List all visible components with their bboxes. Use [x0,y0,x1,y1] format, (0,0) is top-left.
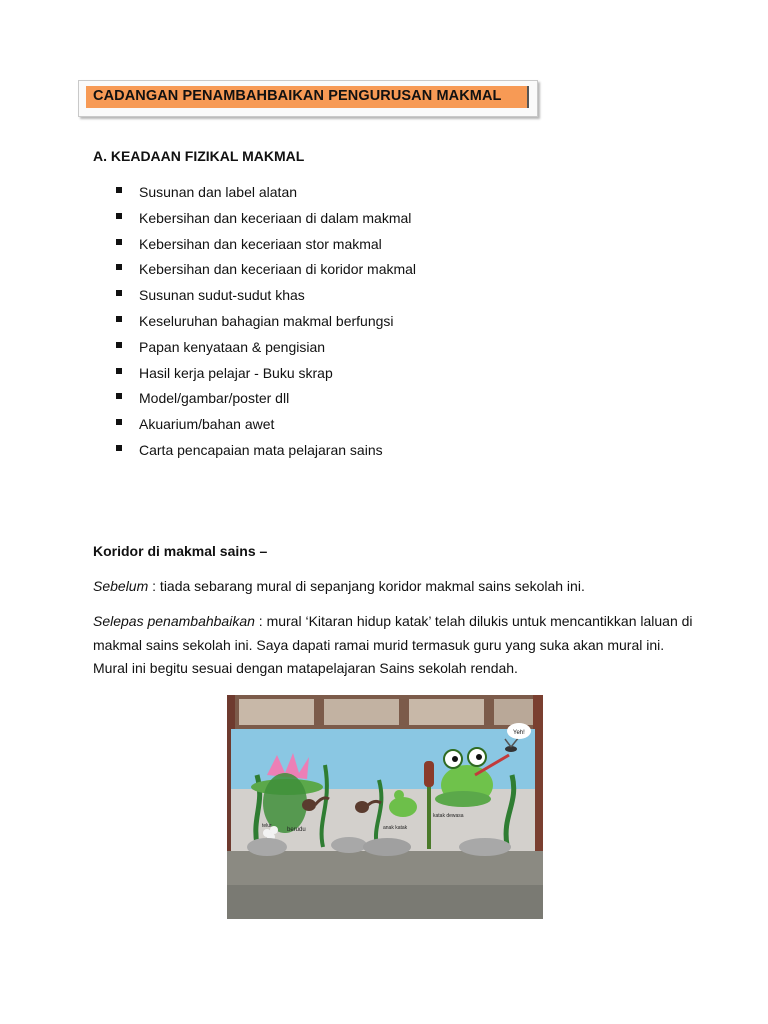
after-label: Selepas penambahbaikan [93,613,255,629]
speech-text: Yeh! [513,730,525,736]
before-text: : tiada sebarang mural di sepanjang koridor makmal sains sekolah ini. [148,578,585,594]
square-bullet-icon [116,316,122,322]
list-item: Kebersihan dan keceriaan di koridor makmal [116,260,416,286]
square-bullet-icon [116,290,122,296]
list-item: Carta pencapaian mata pelajaran sains [116,441,416,467]
label-telur: telur [262,823,272,829]
list-item: Kebersihan dan keceriaan di dalam makmal [116,209,416,235]
square-bullet-icon [116,419,122,425]
section-a-heading: A. KEADAAN FIZIKAL MAKMAL [93,148,305,164]
before-label: Sebelum [93,578,149,594]
before-paragraph [93,575,693,599]
list-item: Model/gambar/poster dll [116,389,416,415]
list-item: Keseluruhan bahagian makmal berfungsi [116,312,416,338]
square-bullet-icon [116,187,122,193]
document-title: CADANGAN PENAMBAHBAIKAN PENGURUSAN MAKMAL [93,88,502,104]
list-item: Kebersihan dan keceriaan stor makmal [116,235,416,261]
square-bullet-icon [116,213,122,219]
after-paragraph [93,610,693,681]
list-item: Akuarium/bahan awet [116,415,416,441]
checklist [116,183,416,467]
label-anak-katak: anak katak [383,825,408,831]
square-bullet-icon [116,239,122,245]
square-bullet-icon [116,445,122,451]
list-item: Hasil kerja pelajar - Buku skrap [116,364,416,390]
after-text: : mural ‘Kitaran hidup katak’ telah dilukis untuk mencantikkan laluan di makmal sains sekolah ini. Saya dapati ramai murid termasuk guru yang suka akan mural ini. Mural ini begitu sesuai dengan matapelajaran Sains sekolah rendah. [93,613,693,676]
label-katak-dewasa: katak dewasa [433,813,464,819]
square-bullet-icon [116,342,122,348]
title-highlight [86,86,529,108]
list-item: Susunan dan label alatan [116,183,416,209]
square-bullet-icon [116,393,122,399]
mural-photo [227,695,543,919]
list-item: Susunan sudut-sudut khas [116,286,416,312]
label-berudu: berudu [287,827,306,833]
title-box [78,80,538,117]
koridor-heading: Koridor di makmal sains – [93,543,268,559]
square-bullet-icon [116,264,122,270]
list-item: Papan kenyataan & pengisian [116,338,416,364]
square-bullet-icon [116,368,122,374]
